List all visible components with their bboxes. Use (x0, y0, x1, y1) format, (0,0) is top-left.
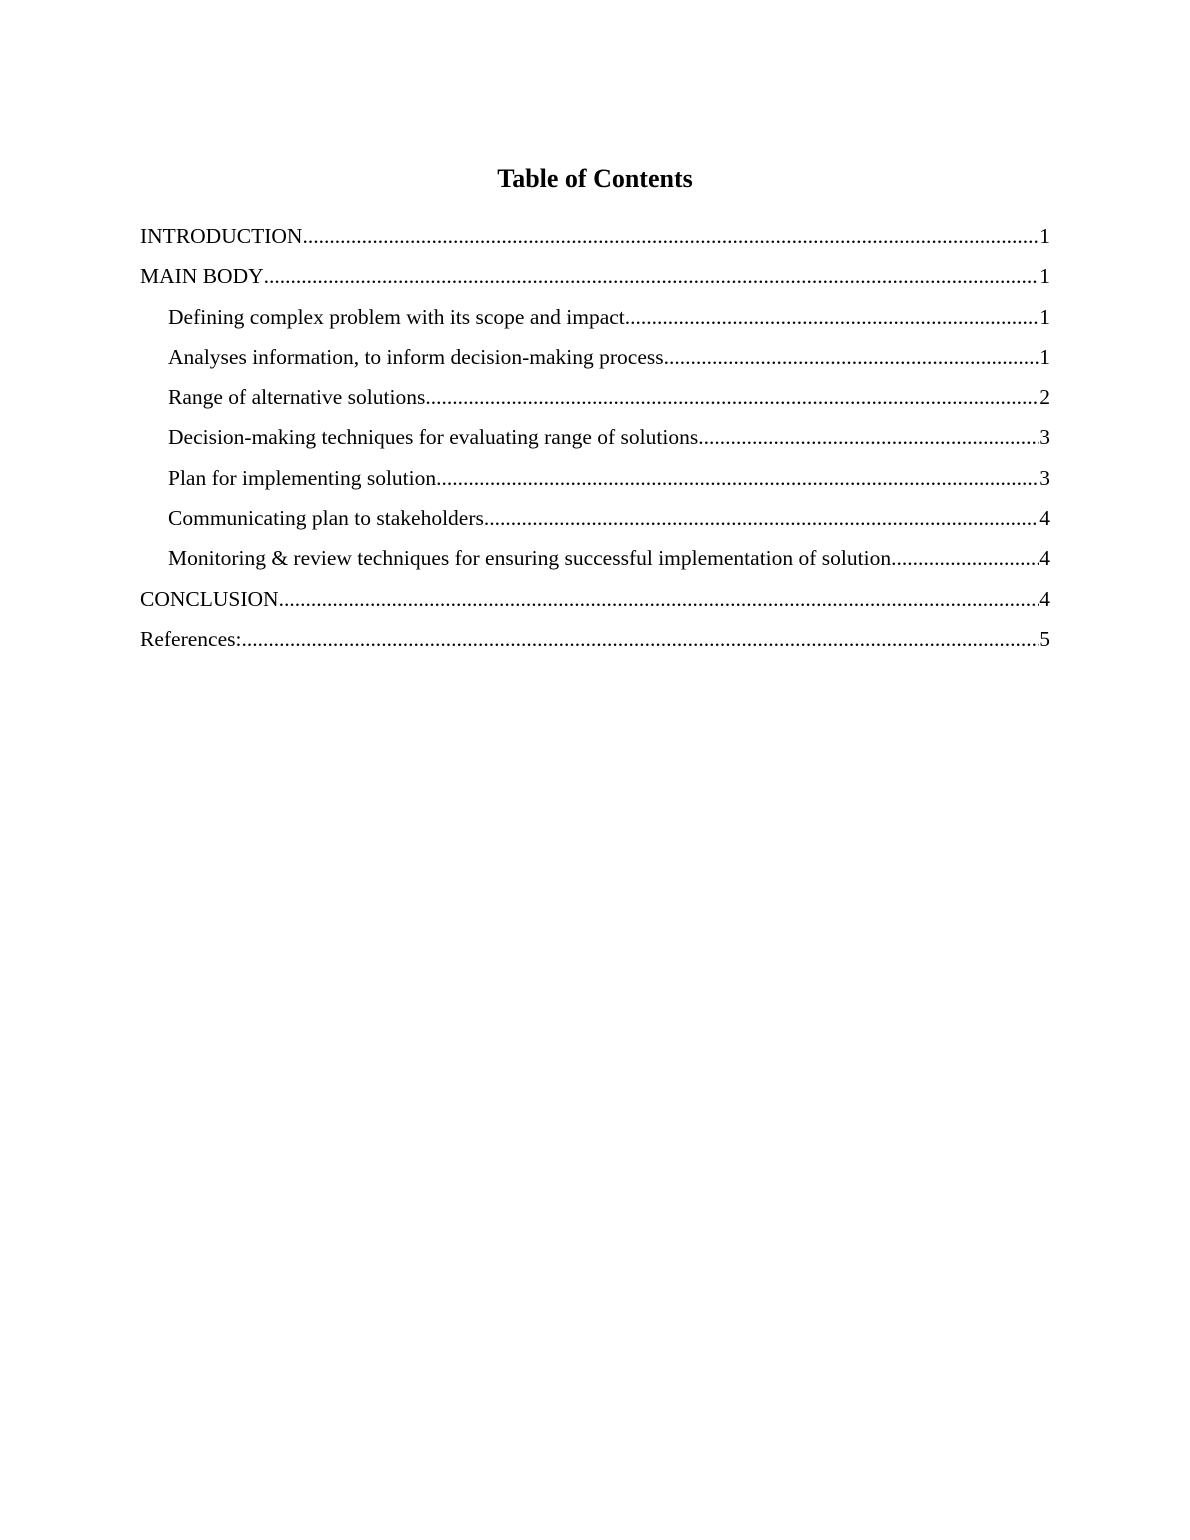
toc-page-number: 3 (1039, 465, 1050, 490)
toc-page-number: 1 (1039, 344, 1050, 369)
toc-entry-monitoring-review[interactable] (140, 538, 1050, 578)
toc-entry-decision-making-techniques[interactable] (140, 417, 1050, 457)
toc-dot-leader (484, 498, 1039, 538)
toc-dot-leader (698, 417, 1039, 457)
toc-dot-leader (625, 297, 1039, 337)
toc-entry-alternative-solutions[interactable] (140, 377, 1050, 417)
toc-page-number: 4 (1039, 506, 1050, 531)
toc-page-number: 5 (1039, 626, 1050, 651)
toc-entry-main-body[interactable] (140, 256, 1050, 296)
toc-entry-references[interactable] (140, 619, 1050, 659)
toc-page-number: 4 (1039, 586, 1050, 611)
toc-entry-text: Analyses information, to inform decision-making process (168, 344, 664, 369)
toc-dot-leader (302, 216, 1039, 256)
toc-dot-leader (264, 256, 1040, 296)
toc-entry-defining-problem[interactable] (140, 297, 1050, 337)
toc-entry-communicating-plan[interactable] (140, 498, 1050, 538)
toc-entry-implementation-plan[interactable] (140, 458, 1050, 498)
table-of-contents (140, 216, 1050, 659)
toc-entry-text: Range of alternative solutions (168, 385, 426, 410)
toc-page-number: 1 (1039, 304, 1050, 329)
toc-page-number: 1 (1039, 264, 1050, 289)
toc-entry-text: References: (140, 626, 242, 651)
toc-dot-leader (436, 458, 1039, 498)
toc-entry-text: Communicating plan to stakeholders (168, 506, 484, 531)
toc-entry-text: CONCLUSION (140, 586, 279, 611)
toc-entry-text: Decision-making techniques for evaluating range of solutions (168, 425, 699, 450)
toc-entry-text: Monitoring & review techniques for ensuring successful implementation of solution (168, 546, 892, 571)
toc-page-number: 3 (1039, 425, 1050, 450)
toc-entry-conclusion[interactable] (140, 579, 1050, 619)
toc-entry-text: Plan for implementing solution (168, 465, 437, 490)
toc-page-number: 1 (1039, 224, 1050, 248)
toc-title: Table of Contents (497, 164, 693, 193)
toc-dot-leader (891, 538, 1039, 578)
toc-dot-leader (425, 377, 1039, 417)
toc-entry-text: Defining complex problem with its scope and impact (168, 304, 625, 329)
toc-entry-text: MAIN BODY (140, 264, 264, 289)
toc-dot-leader (664, 337, 1040, 377)
toc-entry-analyses-information[interactable] (140, 337, 1050, 377)
toc-dot-leader (241, 619, 1039, 659)
toc-entry-introduction[interactable] (140, 216, 1050, 256)
toc-dot-leader (279, 579, 1040, 619)
toc-page-number: 4 (1039, 546, 1050, 571)
toc-page-number: 2 (1039, 385, 1050, 410)
toc-entry-text: INTRODUCTION (140, 224, 303, 248)
